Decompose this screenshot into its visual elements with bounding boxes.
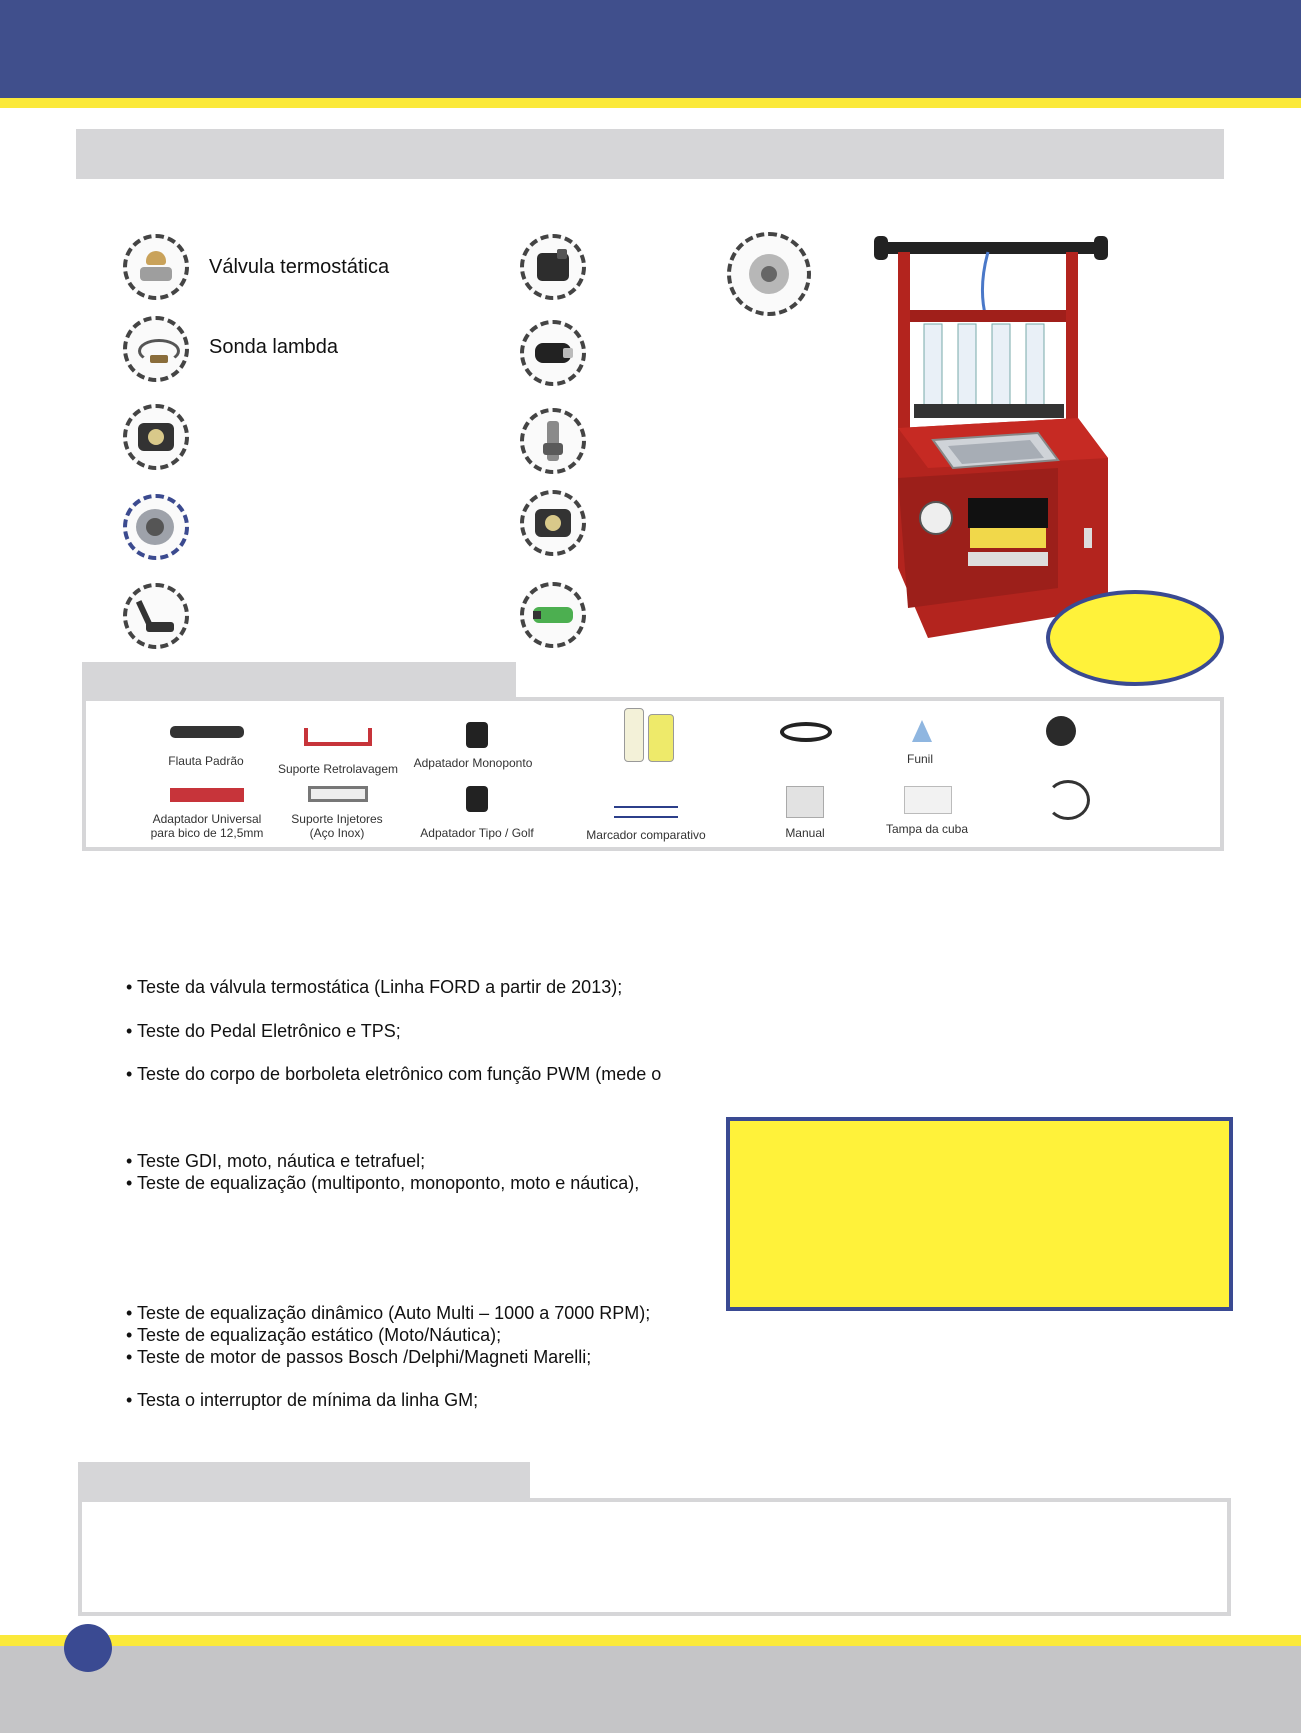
feature-item: • Teste GDI, moto, náutica e tetrafuel; xyxy=(126,1151,426,1171)
funnel-image xyxy=(912,720,932,742)
actuator-icon xyxy=(520,234,586,300)
manual-image xyxy=(786,786,824,818)
ignition-coil-icon xyxy=(123,404,189,470)
backflush-support-image xyxy=(304,728,372,746)
accessory-label: Suporte Injetores (Aço Inox) xyxy=(291,812,383,840)
page-number-dot xyxy=(64,1624,112,1672)
knob-image xyxy=(1046,716,1076,746)
lambda-sensor-icon xyxy=(123,316,189,382)
feature-item: • Teste da válvula termostática (Linha FORD a partir de 2013); xyxy=(126,977,623,997)
accessory-label: Tampa da cuba xyxy=(885,822,969,836)
ignition-coil-icon xyxy=(520,490,586,556)
accessory-label: Suporte Retrolavagem xyxy=(277,762,399,776)
accessory-label: Funil xyxy=(906,752,933,766)
accessory-label: Marcador comparativo xyxy=(586,828,706,842)
detergent-bottle-image xyxy=(648,714,674,762)
electronic-pedal-icon xyxy=(123,583,189,649)
monopoint-adapter-image xyxy=(466,722,488,748)
yellow-highlight-badge xyxy=(1046,590,1224,686)
bottom-section-box xyxy=(78,1498,1231,1616)
comparative-marker-rings-image xyxy=(614,806,678,818)
accessory-label: Adpatador Tipo / Golf xyxy=(420,826,534,840)
standard-rail-image xyxy=(170,726,244,738)
feature-item: • Testa o interruptor de mínima da linha GM; xyxy=(126,1390,479,1410)
feature-item: • Teste de equalização estático (Moto/Náutica); xyxy=(126,1325,502,1345)
feature-item: • Teste de motor de passos Bosch /Delphi/Magneti Marelli; xyxy=(126,1347,592,1367)
accessory-label: Adpatador Monoponto xyxy=(413,756,533,770)
cable-image xyxy=(780,722,832,742)
feature-item: • Teste de equalização dinâmico (Auto Multi – 1000 a 7000 RPM); xyxy=(126,1303,651,1323)
accessory-label: Manual xyxy=(785,826,825,840)
throttle-body-icon xyxy=(123,494,189,560)
accessory-label: Adaptador Universal para bico de 12,5mm xyxy=(150,812,264,840)
footer-yellow-stripe xyxy=(0,1635,1301,1646)
injector-cleaning-machine-image xyxy=(858,228,1138,658)
thermostatic-valve-icon xyxy=(123,234,189,300)
stepper-motor-icon xyxy=(520,320,586,386)
harness-cable-image xyxy=(1046,780,1090,820)
part-label-thermostatic-valve: Válvula termostática xyxy=(209,256,390,278)
universal-adapter-image xyxy=(170,788,244,802)
cleaning-fluid-bottle-image xyxy=(624,708,644,762)
top-banner xyxy=(0,0,1301,98)
idle-switch-icon xyxy=(520,408,586,474)
yellow-highlight-box xyxy=(726,1117,1233,1311)
compressor-icon xyxy=(727,232,811,316)
feature-item: • Teste de equalização (multiponto, monoponto, moto e náutica), xyxy=(126,1173,640,1193)
accessories-section-tab xyxy=(82,662,516,700)
accessory-label: Flauta Padrão xyxy=(168,754,244,768)
top-yellow-stripe xyxy=(0,98,1301,108)
golf-adapter-image xyxy=(466,786,488,812)
injector-icon xyxy=(520,582,586,648)
bottom-section-tab xyxy=(78,1462,530,1500)
injector-support-image xyxy=(308,786,368,802)
footer-band xyxy=(0,1646,1301,1733)
feature-item: • Teste do Pedal Eletrônico e TPS; xyxy=(126,1021,401,1041)
tank-lid-image xyxy=(904,786,952,814)
part-label-lambda-sensor: Sonda lambda xyxy=(209,336,338,358)
feature-item: • Teste do corpo de borboleta eletrônico com função PWM (mede o xyxy=(126,1064,662,1084)
title-bar xyxy=(76,129,1224,179)
